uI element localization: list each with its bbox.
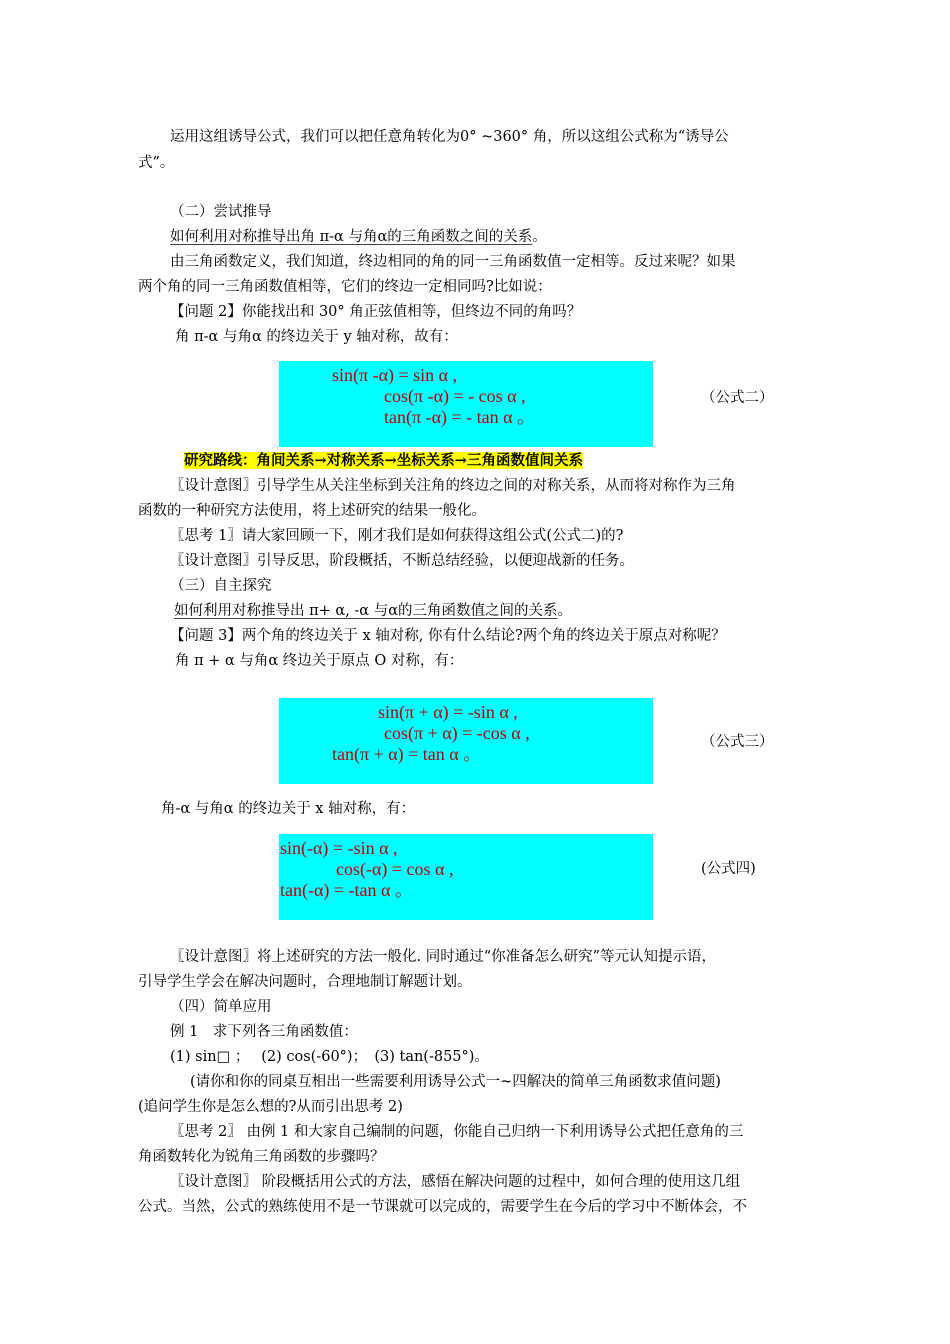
formula-2-cos: cos(π -α) = - cos α ,: [384, 386, 526, 406]
design-intent-2: 〖设计意图〗引导反思，阶段概括，不断总结经验，以便迎战新的任务。: [170, 553, 634, 569]
section-3-question: [174, 600, 572, 622]
think-2-cont: 角函数转化为锐角三角函数的步骤吗？: [138, 1149, 385, 1165]
think-2: 〖思考 2〗 由例 1 和大家自己编制的问题，你能自己归纳一下利用诱导公式把任意角的三: [170, 1124, 744, 1140]
paragraph-definition: 由三角函数定义，我们知道，终边相同的角的同一三角函数值一定相等。反过来呢？如果: [170, 254, 736, 270]
formula-2-sin: sin(π -α) = sin α ,: [332, 365, 458, 385]
formula-3-label: （公式三）: [701, 734, 774, 750]
formula-2-tan: tan(π -α) = - tan α 。: [384, 407, 536, 427]
question-3-symmetry: 角 π + α 与角α 终边关于原点 O 对称，有：: [175, 653, 464, 669]
section-3-link: 如何利用对称推导出 π+ α, -α 与α的三角函数值之间的关系: [174, 603, 558, 619]
formula-2-label: （公式二）: [701, 390, 774, 406]
section-2-title: （二）尝试推导: [170, 204, 272, 220]
question-2-symmetry: 角 π-α 与角α 的终边关于 y 轴对称，故有：: [175, 329, 458, 345]
formula-4-tan: tan(-α) = -tan α 。: [280, 880, 413, 900]
design-intent-1-cont: 函数的一种研究方法使用，将上述研究的结果一般化。: [138, 503, 486, 519]
example-1: 例 1 求下列各三角函数值：: [170, 1024, 358, 1040]
design-intent-1: 〖设计意图〗引导学生从关注坐标到关注角的终边之间的对称关系，从而将对称作为三角: [170, 478, 736, 494]
research-route: [184, 450, 583, 472]
formula-4-cos: cos(-α) = cos α ,: [336, 859, 454, 879]
section-4-title: （四）简单应用: [170, 999, 272, 1015]
section-3-title: （三）自主探究: [170, 578, 272, 594]
section-2-question: [170, 226, 547, 248]
question-3: 【问题 3】两个角的终边关于 x 轴对称, 你有什么结论?两个角的终边关于原点对称呢？: [170, 628, 726, 644]
question-4-symmetry: 角-α 与角α 的终边关于 x 轴对称，有：: [161, 801, 416, 817]
paragraph-intro: 运用这组诱导公式，我们可以把任意角转化为0° ~360° 角，所以这组公式称为“诱导公: [170, 129, 729, 145]
research-route-text: 研究路线：角间关系→对称关系→坐标关系→三角函数值间关系: [184, 452, 583, 469]
section-2-link-end: 。: [532, 229, 547, 245]
formula-3-sin: sin(π + α) = -sin α ,: [378, 702, 518, 722]
paragraph-intro-cont: 式”。: [138, 155, 175, 171]
formula-4-label: (公式四): [701, 861, 756, 877]
paragraph-practice: (请你和你的同桌互相出一些需要利用诱导公式一~四解决的简单三角函数求值问题): [190, 1074, 721, 1090]
section-2-link: 如何利用对称推导出角 π-α 与角α的三角函数之间的关系: [170, 229, 533, 245]
example-1-items: (1) sin□ ； (2) cos(-60°)； (3) tan(-855°)。: [170, 1049, 489, 1065]
formula-3-cos: cos(π + α) = -cos α ,: [384, 723, 530, 743]
design-intent-4: 〖设计意图〗 阶段概括用公式的方法，感悟在解决问题的过程中，如何合理的使用这几组: [170, 1174, 741, 1190]
design-intent-3: 〖设计意图〗将上述研究的方法一般化. 同时通过“你准备怎么研究”等元认知提示语，: [170, 949, 717, 965]
paragraph-definition-cont: 两个角的同一三角函数值相等，它们的终边一定相同吗?比如说：: [138, 279, 552, 295]
formula-4-sin: sin(-α) = -sin α ,: [280, 838, 398, 858]
think-1: 〖思考 1〗请大家回顾一下，刚才我们是如何获得这组公式(公式二)的?: [170, 528, 624, 544]
paragraph-practice-cont: (追问学生你是怎么想的?从而引出思考 2): [138, 1099, 403, 1115]
design-intent-4-cont: 公式。当然，公式的熟练使用不是一节课就可以完成的，需要学生在今后的学习中不断体会，不: [138, 1199, 747, 1215]
formula-3-tan: tan(π + α) = tan α 。: [332, 744, 482, 764]
question-2: 【问题 2】你能找出和 30° 角正弦值相等，但终边不同的角吗？: [170, 304, 582, 320]
design-intent-3-cont: 引导学生学会在解决问题时，合理地制订解题计划。: [138, 974, 472, 990]
section-3-link-end: 。: [557, 603, 572, 619]
